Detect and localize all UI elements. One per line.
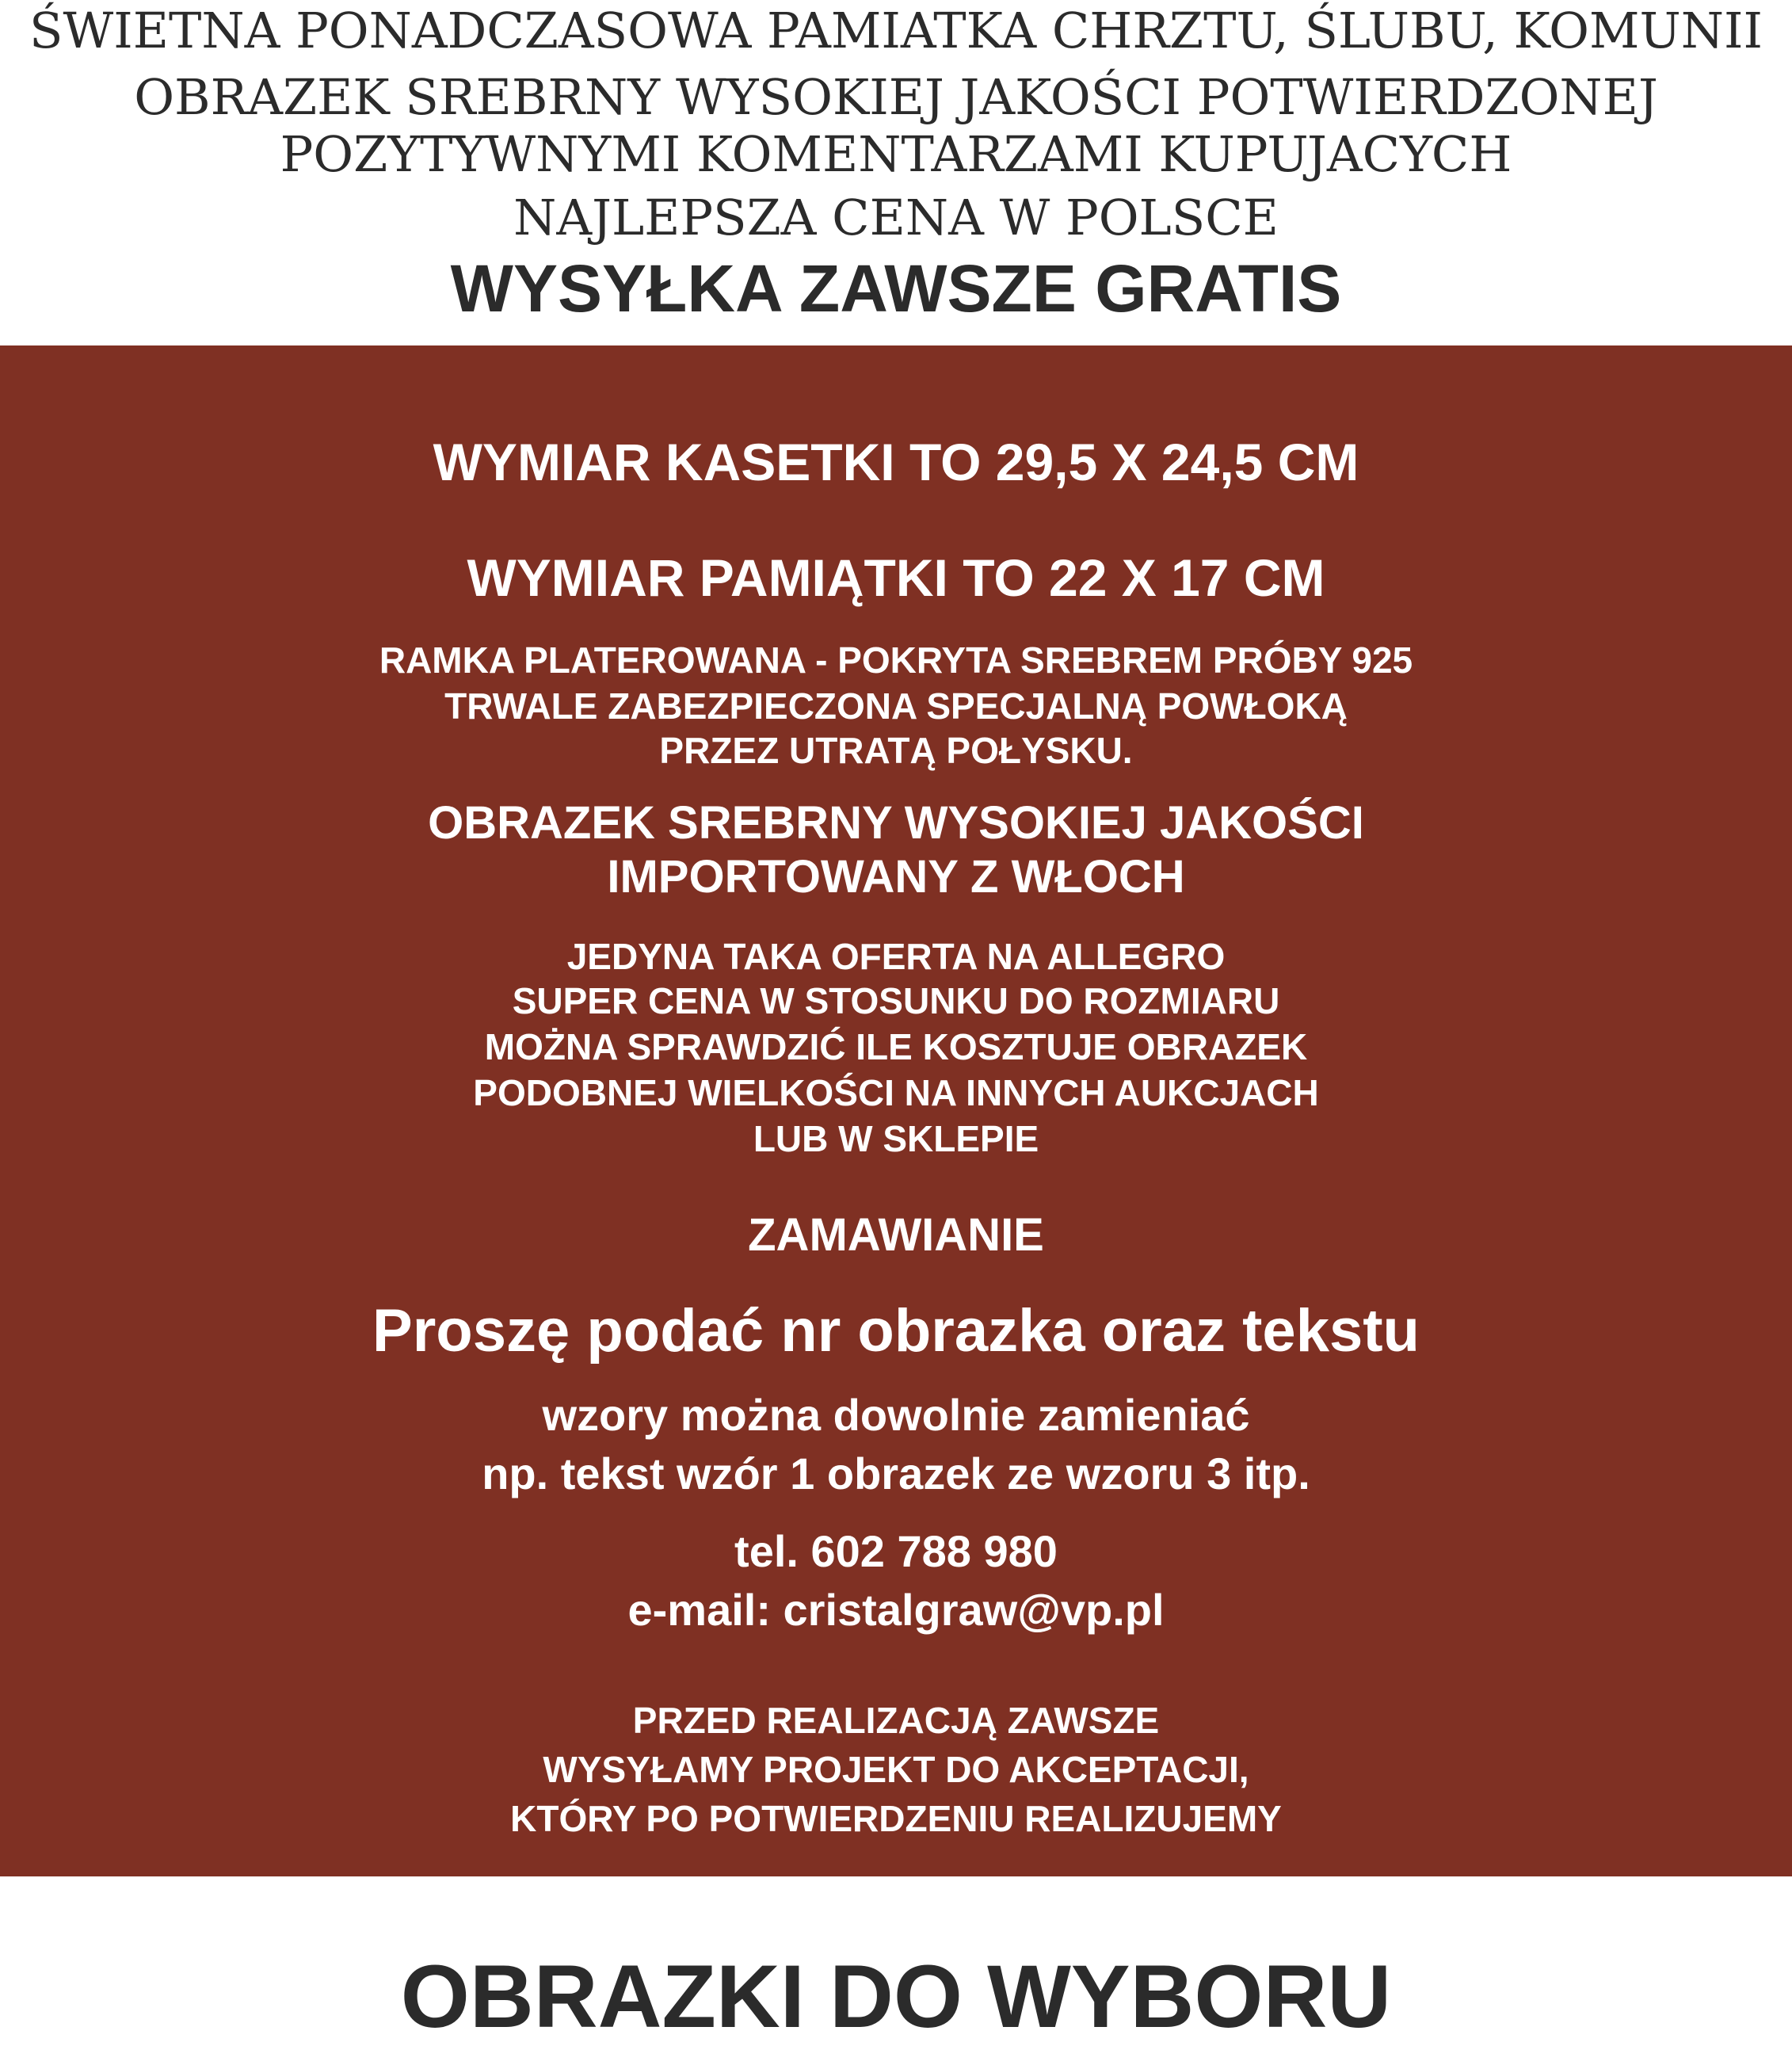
frame-line-3: PRZEZ UTRATĄ POŁYSKU. (659, 730, 1133, 771)
quality-line-1: OBRAZEK SREBRNY WYSOKIEJ JAKOŚCI (428, 797, 1364, 849)
header-line-1: ŚWIETNA PONADCZASOWA PAMIATKA CHRZTU, ŚLUBU, KOMUNII (29, 2, 1763, 59)
project-line-1: PRZED REALIZACJĄ ZAWSZE (632, 1700, 1160, 1741)
footer-title: OBRAZKI DO WYBORU (400, 1947, 1392, 2046)
offer-line-2: SUPER CENA W STOSUNKU DO ROZMIARU (512, 980, 1280, 1021)
offer-line-1: JEDYNA TAKA OFERTA NA ALLEGRO (566, 936, 1226, 977)
phone-number: tel. 602 788 980 (734, 1526, 1058, 1576)
header (0, 0, 1792, 341)
quality-line-2: IMPORTOWANY Z WŁOCH (607, 851, 1185, 903)
ordering-title: ZAMAWIANIE (748, 1209, 1044, 1261)
shipping-headline: WYSYŁKA ZAWSZE GRATIS (450, 251, 1342, 326)
offer-line-3: MOŻNA SPRAWDZIĆ ILE KOSZTUJE OBRAZEK (484, 1026, 1308, 1067)
offer-line-5: LUB W SKLEPIE (753, 1118, 1039, 1159)
ordering-main: Proszę podać nr obrazka oraz tekstu (372, 1297, 1420, 1365)
offer-line-4: PODOBNEJ WIELKOŚCI NA INNYCH AUKCJACH (473, 1072, 1319, 1113)
email-address: e-mail: cristalgraw@vp.pl (627, 1585, 1165, 1635)
ordering-note-1: wzory można dowolnie zamieniać (542, 1390, 1250, 1440)
project-line-2: WYSYŁAMY PROJEKT DO AKCEPTACJI, (543, 1749, 1249, 1790)
frame-line-2: TRWALE ZABEZPIECZONA SPECJALNĄ POWŁOKĄ (444, 685, 1348, 727)
souvenir-size-text: WYMIAR PAMIĄTKI TO 22 X 17 CM (467, 548, 1325, 607)
frame-line-1: RAMKA PLATEROWANA - POKRYTA SREBREM PRÓBY 925 (379, 639, 1413, 681)
project-line-3: KTÓRY PO POTWIERDZENIU REALIZUJEMY (510, 1798, 1282, 1839)
header-line-4: NAJLEPSZA CENA W POLSCE (513, 189, 1279, 246)
header-line-3: POZYTYWNYMI KOMENTARZAMI KUPUJACYCH (280, 125, 1512, 183)
box-size-text: WYMIAR KASETKI TO 29,5 X 24,5 CM (433, 433, 1359, 491)
info-panel (0, 345, 1792, 1876)
header-line-2: OBRAZEK SREBRNY WYSOKIEJ JAKOŚCI POTWIERDZONEJ (134, 68, 1658, 126)
ordering-note-2: np. tekst wzór 1 obrazek ze wzoru 3 itp. (482, 1449, 1310, 1498)
